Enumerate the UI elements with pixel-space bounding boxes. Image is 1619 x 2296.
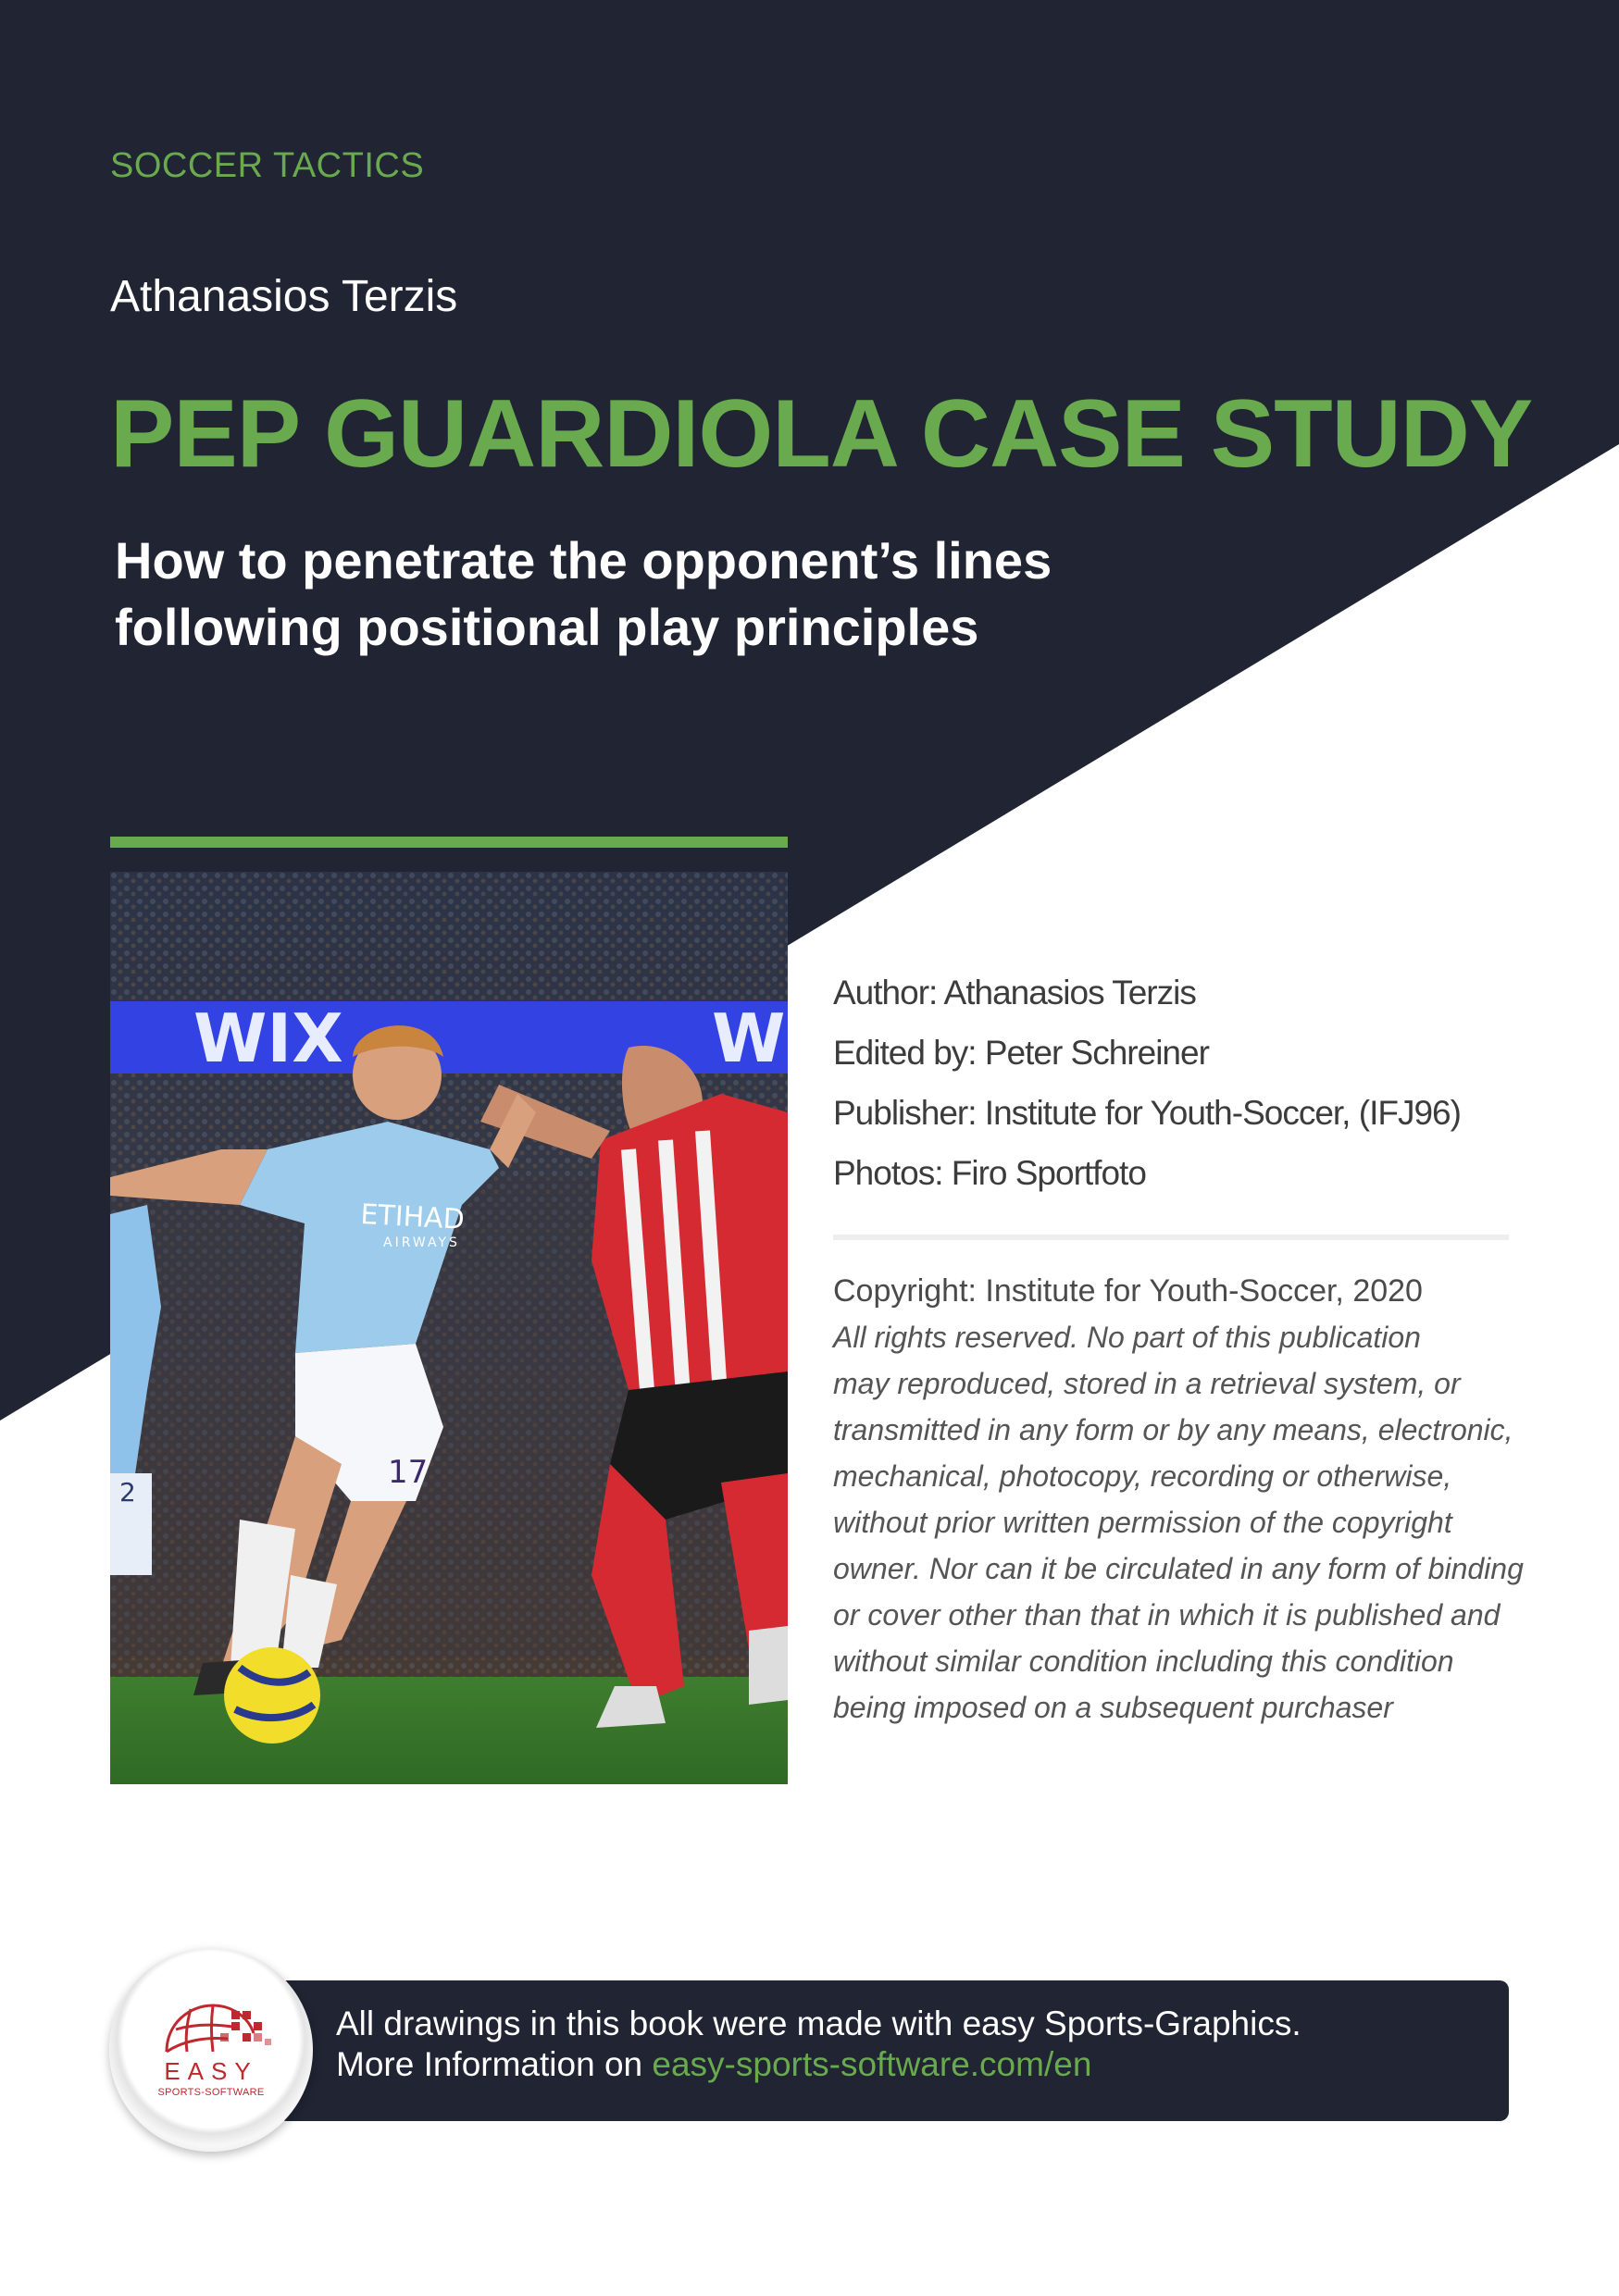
copyright-line: owner. Nor can it be circulated in any form of binding: [833, 1552, 1524, 1585]
copyright-block: [833, 1268, 1524, 1731]
logo-word: EASY: [164, 2057, 258, 2085]
book-subtitle: [115, 527, 1052, 661]
book-title: PEP GUARDIOLA CASE STUDY: [110, 380, 1533, 488]
cover-author: Athanasios Terzis: [110, 272, 458, 321]
subtitle-line-1: How to penetrate the opponent’s lines: [115, 531, 1052, 590]
credit-author: Author: Athanasios Terzis: [833, 974, 1196, 1011]
copyright-line: may reproduced, stored in a retrieval system, or: [833, 1367, 1461, 1400]
copyright-line: being imposed on a subsequent purchaser: [833, 1691, 1393, 1724]
easy-sports-logo: [109, 1948, 313, 2152]
copyright-text: [833, 1314, 1524, 1731]
credit-photos: Photos: Firo Sportfoto: [833, 1154, 1146, 1192]
copyright-line: without prior written permission of the copyright: [833, 1506, 1452, 1539]
credit-publisher: Publisher: Institute for Youth-Soccer, (IFJ96): [833, 1094, 1461, 1132]
subtitle-line-2: following positional play principles: [115, 598, 979, 656]
credit-editor: Edited by: Peter Schreiner: [833, 1034, 1209, 1072]
copyright-line: without similar condition including this condition: [833, 1644, 1454, 1678]
accent-bar: [110, 837, 788, 848]
banner-text-1: WIX: [193, 999, 343, 1077]
footer-line-2-prefix: More Information on: [336, 2045, 653, 2083]
logo-globe-icon: [109, 1948, 313, 2152]
footer-link[interactable]: easy-sports-software.com/en: [652, 2045, 1092, 2083]
copyright-line: All rights reserved. No part of this publication: [833, 1321, 1421, 1354]
copyright-line: transmitted in any form or by any means, electronic,: [833, 1413, 1513, 1446]
left-player-number: 2: [119, 1477, 136, 1508]
shirt-sponsor: ETIHAD: [359, 1198, 466, 1236]
footer-text: [336, 2004, 1301, 2085]
shorts-number: 17: [388, 1454, 429, 1491]
copyright-line: or cover other than that in which it is published and: [833, 1598, 1501, 1632]
footer-line-1: All drawings in this book were made with easy Sports-Graphics.: [336, 2004, 1301, 2042]
copyright-line: mechanical, photocopy, recording or otherwise,: [833, 1459, 1452, 1493]
section-divider: [833, 1235, 1509, 1240]
cover-photo: [110, 872, 788, 1784]
footer-line-2: [336, 2044, 1301, 2085]
copyright-heading: Copyright: Institute for Youth-Soccer, 2020: [833, 1273, 1423, 1309]
logo-subtitle: SPORTS-SOFTWARE: [157, 2087, 265, 2098]
banner-text-2: W: [712, 999, 786, 1077]
credits-block: [833, 962, 1518, 1203]
shirt-sponsor-sub: AIRWAYS: [383, 1235, 460, 1250]
series-label: SOCCER TACTICS: [110, 146, 425, 185]
